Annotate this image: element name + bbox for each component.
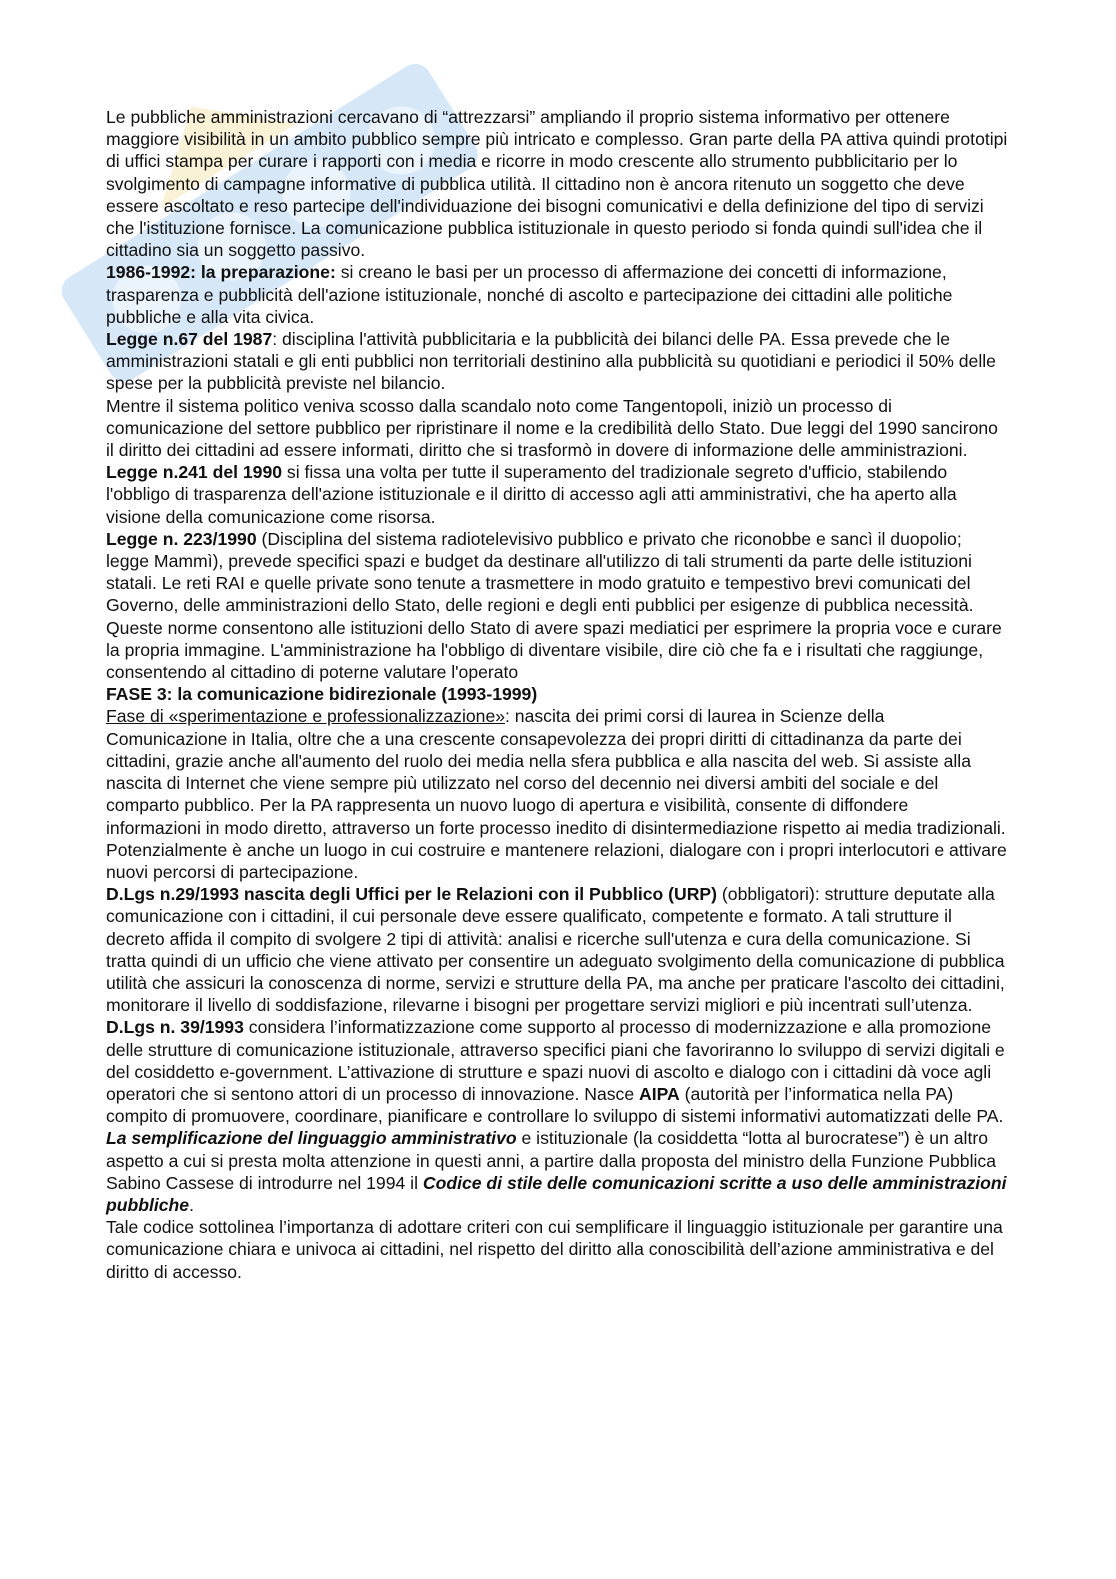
- paragraph-dlgs-29-1993: D.Lgs n.29/1993 nascita degli Uffici per le Relazioni con il Pubblico (URP) (obbligatori): strutture deputate alla comunicazione con i cittadini, il cui personale deve essere qualificato, competente e formato. A tali strutture il decreto affida il compito di svolgere 2 tipi di attività: analisi e ricerche sull'utenza e cura della comunicazione. Si tratta quindi di un ufficio che viene attivato per consentire un adeguato svolgimento della comunicazione di pubblica utilità che assicuri la conoscenza di norme, servizi e strutture della PA, ma anche per praticare l'ascolto dei cittadini, monitorare il livello di soddisfazione, rilevarne i bisogni per progettare servizi migliori e più incentrati sull’utenza.: [106, 884, 1005, 1016]
- paragraph-intro: Le pubbliche amministrazioni cercavano di “attrezzarsi” ampliando il proprio sistema informativo per ottenere maggiore visibilità in un ambito pubblico sempre più intricato e complesso. Gran parte della PA attiva quindi prototipi di uffici stampa per curare i rapporti con i media e ricorre in modo crescente allo strumento pubblicitario per lo svolgimento di campagne informative di pubblica utilità. Il cittadino non è ancora ritenuto un soggetto che deve essere ascoltato e reso partecipe dell'individuazione dei bisogni comunicativi e della definizione del tipo di servizi che l'istituzione fornisce. La comunicazione pubblica istituzionale in questo periodo si fonda quindi sull'idea che il cittadino sia un soggetto passivo.: [106, 107, 1008, 261]
- heading-semplificazione: La semplificazione del linguaggio amministrativo: [106, 1128, 517, 1149]
- heading-1986-1992: 1986-1992: la preparazione:: [106, 262, 336, 283]
- heading-legge-241: Legge n.241 del 1990: [106, 462, 283, 483]
- heading-legge-67: Legge n.67 del 1987: [106, 329, 273, 350]
- paragraph-sperimentazione: Fase di «sperimentazione e professionalizzazione»: nascita dei primi corsi di laurea in Scienze della Comunicazione in Italia, oltre che a una crescente consapevolezza dei propri diritti di cittadinanza da parte dei cittadini, grazie anche all'aumento del ruolo dei media nella sfera pubblica e alla nascita del web. Si assiste alla nascita di Internet che viene sempre più utilizzato nel corso del decennio nei diversi ambiti del sociale e del comparto pubblico. Per la PA rappresenta un nuovo luogo di apertura e visibilità, consente di diffondere informazioni in modo diretto, attraverso un forte processo inedito di disintermediazione rispetto ai media tradizionali. Potenzialmente è anche un luogo in cui costruire e mantenere relazioni, dialogare con i propri interlocutori e attivare nuovi percorsi di partecipazione.: [106, 706, 1007, 882]
- document-body: [106, 106, 1008, 1283]
- aipa-term: AIPA: [639, 1083, 680, 1104]
- codice-di-stile-title: Codice di stile delle comunicazioni scritte a uso delle amministrazioni pubbliche: [106, 1172, 1007, 1215]
- underlined-fase-label: Fase di «sperimentazione e professionalizzazione»: [106, 706, 506, 727]
- heading-dlgs-29: D.Lgs n.29/1993 nascita degli Uffici per le Relazioni con il Pubblico (URP): [106, 884, 718, 905]
- section-heading-fase-3: [106, 683, 1008, 705]
- paragraph-legge-223-1990: Legge n. 223/1990 (Disciplina del sistema radiotelevisivo pubblico e privato che riconobbe e sancì il duopolio; legge Mammì), prevede specifici spazi e budget da destinare all'utilizzo di tali strumenti da parte delle istituzioni statali. Le reti RAI e quelle private sono tenute a trasmettere in modo gratuito e tempestivo brevi comunicati del Governo, delle amministrazioni dello Stato, delle regioni e degli enti pubblici per esigenze di pubblica necessità. Queste norme consentono alle istituzioni dello Stato di avere spazi mediatici per esprimere la propria voce e curare la propria immagine. L'amministrazione ha l'obbligo di diventare visibile, dire ciò che fa e i risultati che raggiunge, consentendo al cittadino di poterne valutare l'operato: [106, 528, 1002, 683]
- paragraph-tangentopoli: Mentre il sistema politico veniva scosso dalla scandalo noto come Tangentopoli, iniziò un processo di comunicazione del settore pubblico per ripristinare il nome e la credibilità dello Stato. Due leggi del 1990 sancirono il diritto dei cittadini ad essere informati, diritto che si trasformò in dovere di informazione delle amministrazioni.: [106, 395, 998, 461]
- paragraph-1986-1992: 1986-1992: la preparazione: si creano le basi per un processo di affermazione dei concetti di informazione, trasparenza e pubblicità dell'azione istituzionale, nonché di ascolto e partecipazione dei cittadini alle politiche pubbliche e alla vita civica.: [106, 262, 953, 327]
- paragraph-dlgs-39-1993: D.Lgs n. 39/1993 considera l’informatizzazione come supporto al processo di modernizzazione e alla promozione delle strutture di comunicazione istituzionale, attraverso specifici piani che favoriranno lo sviluppo di servizi digitali e del cosiddetto e-government. L’attivazione di strutture e spazi nuovi di ascolto e dialogo con i cittadini dà voce agli operatori che si sentono attori di un processo di innovazione. Nasce AIPA (autorità per l’informatica nella PA) compito di promuovere, coordinare, pianificare e controllare lo sviluppo di sistemi informativi automatizzati delle PA.: [106, 1017, 1005, 1127]
- heading-legge-223: Legge n. 223/1990: [106, 528, 257, 549]
- heading-fase-3: FASE 3: la comunicazione bidirezionale (1993-1999): [106, 684, 538, 705]
- heading-dlgs-39: D.Lgs n. 39/1993: [106, 1017, 244, 1038]
- paragraph-legge-241-1990: Legge n.241 del 1990 si fissa una volta per tutte il superamento del tradizionale segreto d'ufficio, stabilendo l'obbligo di trasparenza dell'azione istituzionale e il diritto di accesso agli atti amministrativi, che ha aperto alla visione della comunicazione come risorsa.: [106, 462, 957, 527]
- paragraph-codice: Tale codice sottolinea l’importanza di adottare criteri con cui semplificare il linguaggio istituzionale per garantire una comunicazione chiara e univoca ai cittadini, nel rispetto del diritto alla conoscibilità dell’azione amministrativa e del diritto di accesso.: [106, 1217, 1003, 1282]
- paragraph-legge-67-1987: Legge n.67 del 1987: disciplina l'attività pubblicitaria e la pubblicità dei bilanci delle PA. Essa prevede che le amministrazioni statali e gli enti pubblici non territoriali destinino alla pubblicità su quotidiani e periodici il 50% delle spese per la pubblicità previste nel bilancio.: [106, 329, 996, 394]
- paragraph-semplificazione: La semplificazione del linguaggio amministrativo e istituzionale (la cosiddetta “lotta al burocratese”) è un altro aspetto a cui si presta molta attenzione in questi anni, a partire dalla proposta del ministro della Funzione Pubblica Sabino Cassese di introdurre nel 1994 il Codice di stile delle comunicazioni scritte a uso delle amministrazioni pubbliche.: [106, 1128, 1007, 1215]
